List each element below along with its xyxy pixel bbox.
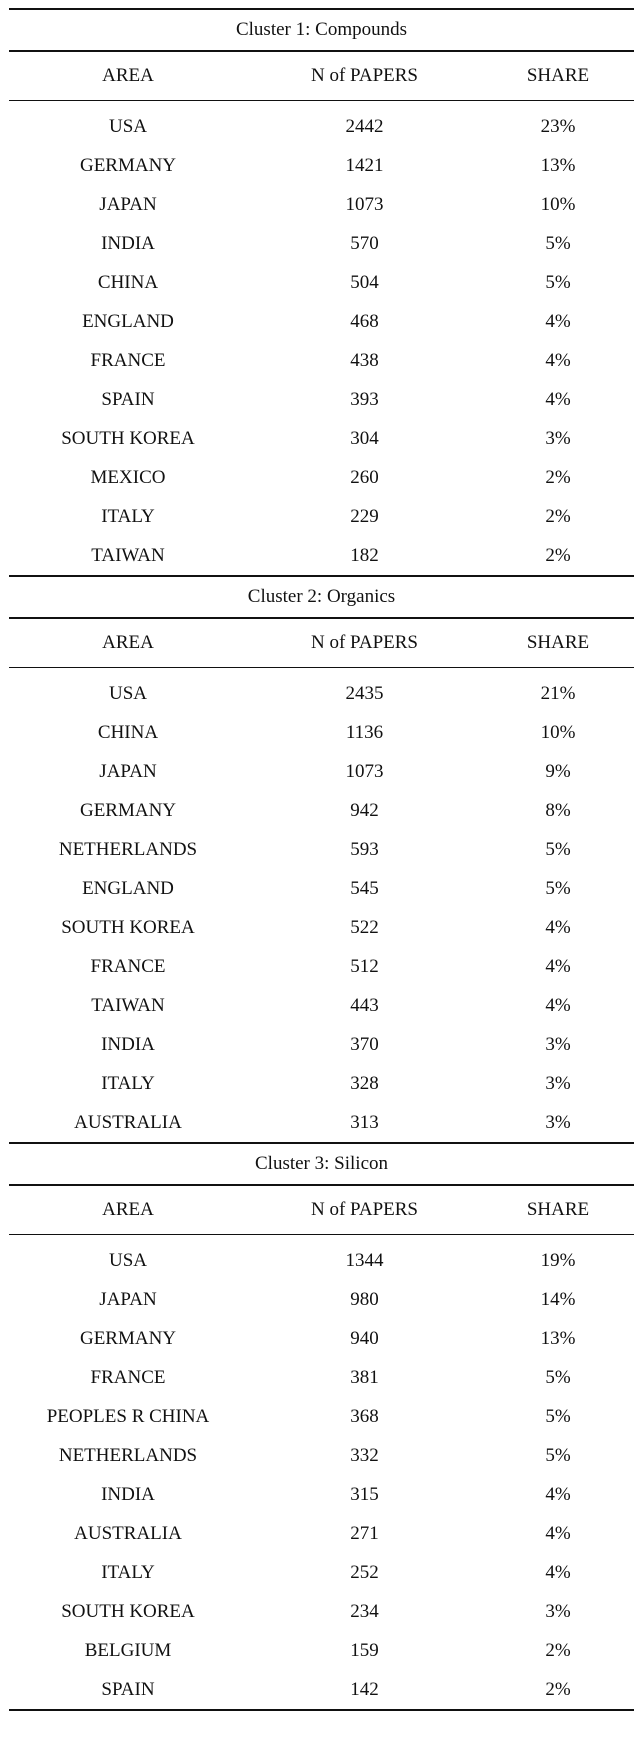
share-cell: 5% xyxy=(545,1444,571,1466)
papers-cell: 142 xyxy=(350,1678,379,1700)
area-cell: TAIWAN xyxy=(91,544,165,566)
table-row xyxy=(9,1358,634,1397)
column-header-share: SHARE xyxy=(526,631,590,653)
share-cell: 13% xyxy=(540,1327,576,1349)
area-cell: GERMANY xyxy=(79,799,177,821)
table-row xyxy=(9,1436,634,1475)
papers-cell: 1344 xyxy=(345,1249,384,1271)
table-row xyxy=(9,1553,634,1592)
area-cell: SOUTH KOREA xyxy=(61,427,195,449)
table-row xyxy=(9,986,634,1025)
area-cell: CHINA xyxy=(97,271,159,293)
papers-cell: 182 xyxy=(350,544,379,566)
area-cell: SOUTH KOREA xyxy=(61,1600,195,1622)
cluster-section xyxy=(9,575,634,1142)
area-cell: FRANCE xyxy=(90,955,166,977)
share-cell: 14% xyxy=(540,1288,576,1310)
papers-cell: 593 xyxy=(350,838,379,860)
table-row xyxy=(9,146,634,185)
share-cell: 5% xyxy=(545,1366,571,1388)
share-cell: 4% xyxy=(545,916,571,938)
table-row xyxy=(9,1280,634,1319)
table-row xyxy=(9,713,634,752)
area-cell: SOUTH KOREA xyxy=(61,916,195,938)
table-row xyxy=(9,419,634,458)
share-cell: 23% xyxy=(540,115,576,137)
area-cell: USA xyxy=(108,115,147,137)
table-row xyxy=(9,1670,634,1709)
papers-cell: 271 xyxy=(350,1522,379,1544)
papers-cell: 2442 xyxy=(345,115,384,137)
table-row xyxy=(9,830,634,869)
papers-cell: 1073 xyxy=(345,760,384,782)
papers-cell: 438 xyxy=(350,349,379,371)
area-cell: ITALY xyxy=(101,505,155,527)
column-header-share: SHARE xyxy=(526,64,590,86)
area-cell: AUSTRALIA xyxy=(74,1522,182,1544)
table-row xyxy=(9,1241,634,1280)
cluster-title: Cluster 1: Compounds xyxy=(235,19,407,40)
papers-cell: 1136 xyxy=(345,721,384,743)
area-cell: NETHERLANDS xyxy=(58,1444,198,1466)
table-row xyxy=(9,1397,634,1436)
table-row xyxy=(9,1103,634,1142)
share-cell: 2% xyxy=(545,1678,571,1700)
papers-cell: 260 xyxy=(350,466,379,488)
table-row xyxy=(9,947,634,986)
column-header-papers: N of PAPERS xyxy=(310,64,418,86)
share-cell: 2% xyxy=(545,466,571,488)
papers-cell: 468 xyxy=(350,310,379,332)
area-cell: ENGLAND xyxy=(82,310,174,332)
share-cell: 19% xyxy=(540,1249,576,1271)
area-cell: GERMANY xyxy=(79,154,177,176)
share-cell: 4% xyxy=(545,388,571,410)
table-row xyxy=(9,1514,634,1553)
area-cell: JAPAN xyxy=(99,1288,157,1310)
table-row xyxy=(9,497,634,536)
papers-cell: 393 xyxy=(350,388,379,410)
area-cell: ENGLAND xyxy=(82,877,174,899)
area-cell: BELGIUM xyxy=(84,1639,172,1661)
papers-cell: 159 xyxy=(350,1639,379,1661)
papers-cell: 313 xyxy=(350,1111,379,1133)
share-cell: 8% xyxy=(545,799,571,821)
cluster-section xyxy=(9,1142,634,1709)
table-row xyxy=(9,1064,634,1103)
papers-cell: 304 xyxy=(350,427,379,449)
share-cell: 9% xyxy=(545,760,571,782)
country-papers-table xyxy=(9,8,634,1711)
share-cell: 3% xyxy=(545,1033,571,1055)
share-cell: 13% xyxy=(540,154,576,176)
table-row xyxy=(9,224,634,263)
share-cell: 3% xyxy=(545,1072,571,1094)
share-cell: 4% xyxy=(545,1561,571,1583)
area-cell: FRANCE xyxy=(90,1366,166,1388)
area-cell: SPAIN xyxy=(101,1678,155,1700)
papers-cell: 370 xyxy=(350,1033,379,1055)
table-row xyxy=(9,1475,634,1514)
papers-cell: 942 xyxy=(350,799,379,821)
papers-cell: 1421 xyxy=(345,154,384,176)
area-cell: GERMANY xyxy=(79,1327,177,1349)
papers-cell: 229 xyxy=(350,505,379,527)
share-cell: 5% xyxy=(545,1405,571,1427)
table-row xyxy=(9,107,634,146)
table-row xyxy=(9,185,634,224)
area-cell: INDIA xyxy=(101,1483,155,1505)
table-row xyxy=(9,1025,634,1064)
area-cell: PEOPLES R CHINA xyxy=(46,1405,210,1427)
share-cell: 21% xyxy=(540,682,576,704)
papers-cell: 522 xyxy=(350,916,379,938)
papers-cell: 315 xyxy=(350,1483,379,1505)
area-cell: JAPAN xyxy=(99,193,157,215)
table-row xyxy=(9,752,634,791)
column-header-area: AREA xyxy=(102,1198,154,1220)
area-cell: MEXICO xyxy=(90,466,166,488)
area-cell: JAPAN xyxy=(99,760,157,782)
papers-cell: 2435 xyxy=(345,682,384,704)
share-cell: 3% xyxy=(545,1600,571,1622)
table-row xyxy=(9,791,634,830)
papers-cell: 504 xyxy=(350,271,379,293)
header-row xyxy=(9,52,634,100)
cluster-section xyxy=(9,8,634,575)
papers-cell: 381 xyxy=(350,1366,379,1388)
area-cell: TAIWAN xyxy=(91,994,165,1016)
share-cell: 2% xyxy=(545,1639,571,1661)
share-cell: 4% xyxy=(545,310,571,332)
share-cell: 4% xyxy=(545,1522,571,1544)
papers-cell: 328 xyxy=(350,1072,379,1094)
area-cell: INDIA xyxy=(101,232,155,254)
area-cell: SPAIN xyxy=(101,388,155,410)
share-cell: 3% xyxy=(545,427,571,449)
share-cell: 5% xyxy=(545,232,571,254)
header-row xyxy=(9,1186,634,1234)
share-cell: 4% xyxy=(545,1483,571,1505)
papers-cell: 570 xyxy=(350,232,379,254)
papers-cell: 368 xyxy=(350,1405,379,1427)
table-row xyxy=(9,1631,634,1670)
table-row xyxy=(9,341,634,380)
area-cell: ITALY xyxy=(101,1072,155,1094)
area-cell: ITALY xyxy=(101,1561,155,1583)
area-cell: AUSTRALIA xyxy=(74,1111,182,1133)
table-row xyxy=(9,1319,634,1358)
papers-cell: 545 xyxy=(350,877,379,899)
table-row xyxy=(9,458,634,497)
papers-cell: 234 xyxy=(350,1600,379,1622)
table-row xyxy=(9,1592,634,1631)
share-cell: 5% xyxy=(545,271,571,293)
table-row xyxy=(9,380,634,419)
share-cell: 5% xyxy=(545,877,571,899)
table-rule xyxy=(9,1709,634,1711)
area-cell: USA xyxy=(108,682,147,704)
share-cell: 2% xyxy=(545,544,571,566)
table-row xyxy=(9,869,634,908)
share-cell: 4% xyxy=(545,994,571,1016)
papers-cell: 443 xyxy=(350,994,379,1016)
cluster-title: Cluster 3: Silicon xyxy=(255,1153,388,1174)
area-cell: FRANCE xyxy=(90,349,166,371)
share-cell: 4% xyxy=(545,955,571,977)
papers-cell: 940 xyxy=(350,1327,379,1349)
column-header-papers: N of PAPERS xyxy=(310,1198,418,1220)
share-cell: 10% xyxy=(540,193,576,215)
share-cell: 3% xyxy=(545,1111,571,1133)
share-cell: 4% xyxy=(545,349,571,371)
cluster-title: Cluster 2: Organics xyxy=(247,586,396,607)
area-cell: CHINA xyxy=(97,721,159,743)
share-cell: 10% xyxy=(540,721,576,743)
column-header-share: SHARE xyxy=(526,1198,590,1220)
papers-cell: 1073 xyxy=(345,193,384,215)
column-header-papers: N of PAPERS xyxy=(310,631,418,653)
table-row xyxy=(9,674,634,713)
column-header-area: AREA xyxy=(102,631,154,653)
papers-cell: 252 xyxy=(350,1561,379,1583)
area-cell: NETHERLANDS xyxy=(58,838,198,860)
column-header-area: AREA xyxy=(102,64,154,86)
table-row xyxy=(9,302,634,341)
area-cell: USA xyxy=(108,1249,147,1271)
papers-cell: 512 xyxy=(350,955,379,977)
table-row xyxy=(9,263,634,302)
area-cell: INDIA xyxy=(101,1033,155,1055)
papers-cell: 332 xyxy=(350,1444,379,1466)
header-row xyxy=(9,619,634,667)
table-row xyxy=(9,536,634,575)
table-row xyxy=(9,908,634,947)
share-cell: 2% xyxy=(545,505,571,527)
share-cell: 5% xyxy=(545,838,571,860)
papers-cell: 980 xyxy=(350,1288,379,1310)
